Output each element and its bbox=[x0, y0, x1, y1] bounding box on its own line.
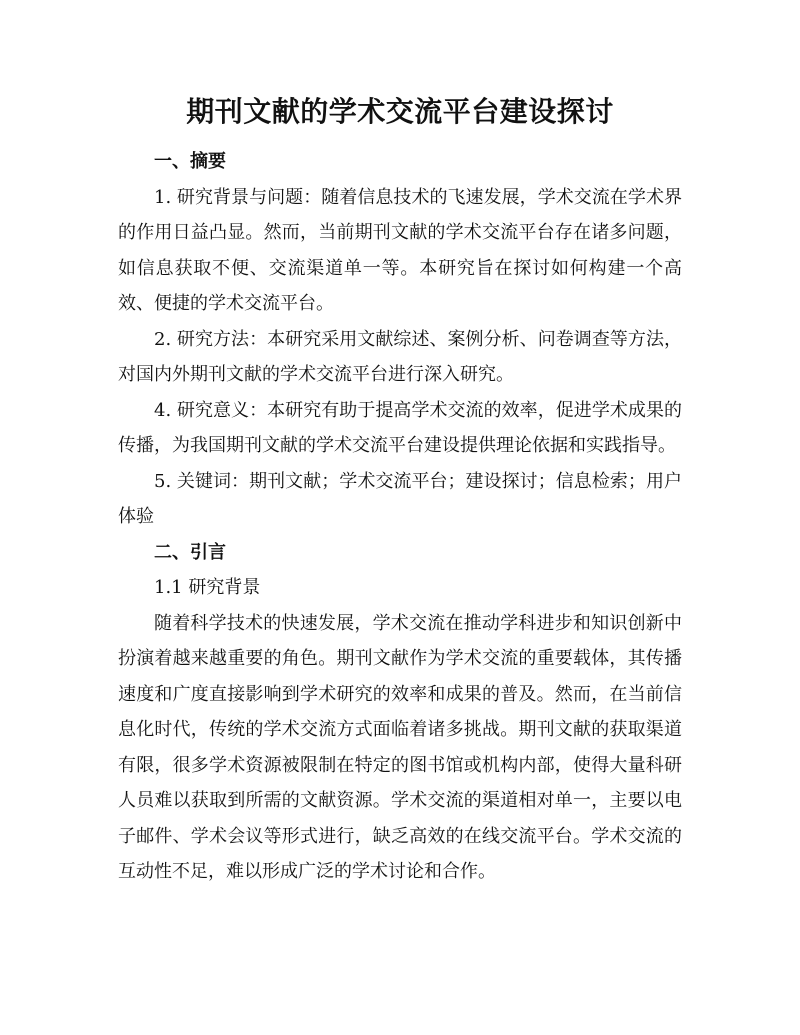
document-body bbox=[118, 144, 682, 890]
abstract-item-keywords: 5. 关键词：期刊文献；学术交流平台；建设探讨；信息检索；用户体验 bbox=[118, 470, 682, 527]
intro-paragraph: 随着科学技术的快速发展，学术交流在推动学科进步和知识创新中扮演着越来越重要的角色。期刊文献作为学术交流的重要载体，其传播速度和广度直接影响到学术研究的效率和成果的普及。然而，在当前信息化时代，传统的学术交流方式面临着诸多挑战。期刊文献的获取渠道有限，很多学术资源被限制在特定的图书馆或机构内部，使得大量科研人员难以获取到所需的文献资源。学术交流的渠道相对单一，主要以电子邮件、学术会议等形式进行，缺乏高效的在线交流平台。学术交流的互动性不足，难以形成广泛的学术讨论和合作。 bbox=[118, 612, 682, 882]
abstract-item-background: 1. 研究背景与问题：随着信息技术的飞速发展，学术交流在学术界的作用日益凸显。然而，当前期刊文献的学术交流平台存在诸多问题，如信息获取不便、交流渠道单一等。本研究旨在探讨如何构建一个高效、便捷的学术交流平台。 bbox=[118, 186, 682, 314]
section-heading-introduction: 二、引言 bbox=[154, 541, 226, 563]
section-heading-abstract: 一、摘要 bbox=[154, 151, 226, 172]
document-title: 期刊文献的学术交流平台建设探讨 bbox=[186, 95, 614, 128]
abstract-item-significance: 4. 研究意义：本研究有助于提高学术交流的效率，促进学术成果的传播，为我国期刊文献的学术交流平台建设提供理论依据和实践指导。 bbox=[118, 399, 682, 456]
subsection-heading-background: 1.1 研究背景 bbox=[154, 577, 261, 598]
abstract-item-methods: 2. 研究方法：本研究采用文献综述、案例分析、问卷调查等方法，对国内外期刊文献的学术交流平台进行深入研究。 bbox=[118, 328, 682, 385]
